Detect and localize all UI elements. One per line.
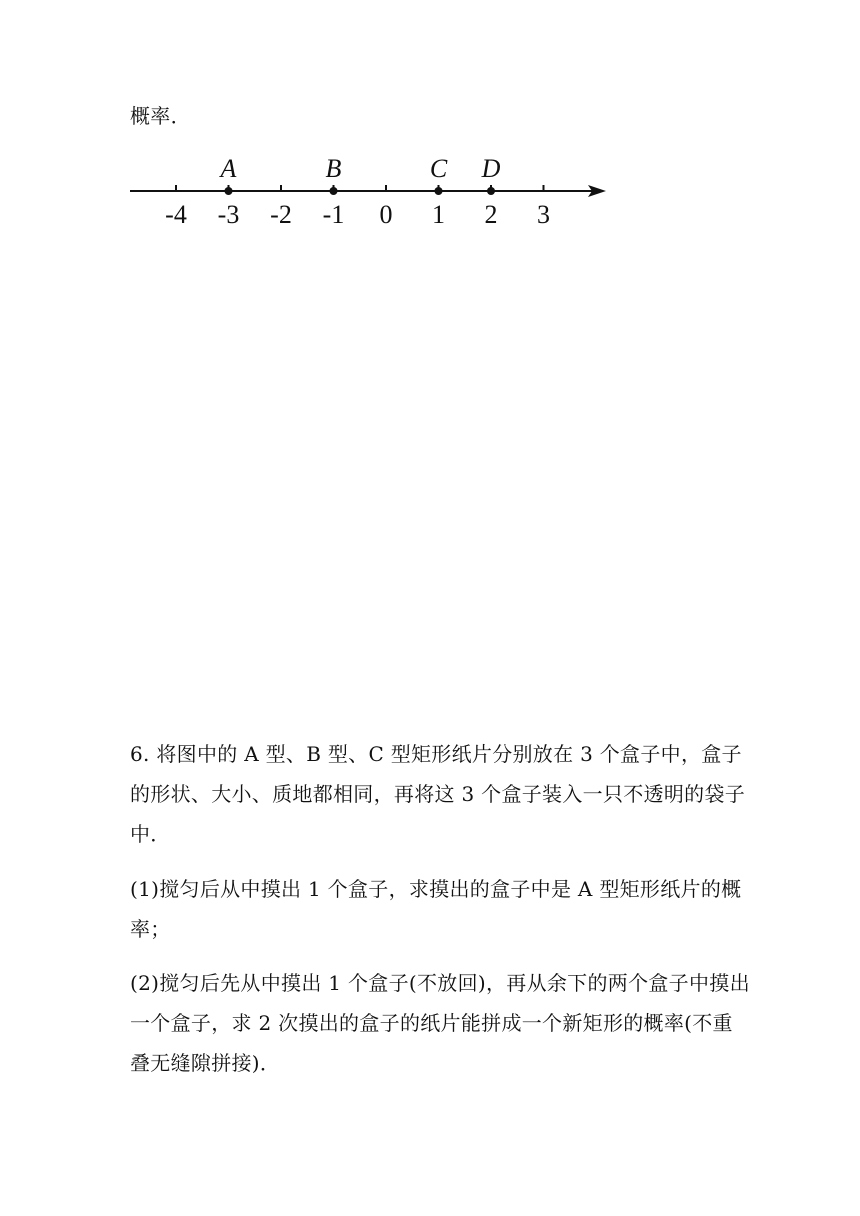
number-line-axis	[130, 185, 606, 197]
number-line-points	[219, 154, 501, 195]
problem-6-line-3: 中．	[130, 822, 171, 846]
problem-6-part-2-line-2: 一个盒子，求 2 次摸出的盒子的纸片能拼成一个新矩形的概率(不重	[130, 1011, 733, 1035]
point-c-dot	[435, 187, 443, 195]
tick-label: 3	[537, 200, 550, 229]
point-d-label: D	[481, 154, 501, 183]
problem-6-part-1-line-2: 率；	[130, 917, 171, 941]
point-c-label: C	[429, 154, 448, 183]
tick-label: -4	[165, 200, 187, 229]
problem-6-line-2: 的形状、大小、质地都相同，再将这 3 个盒子装入一只不透明的袋子	[130, 782, 746, 806]
tick-label: 0	[379, 200, 393, 229]
tick-label: 2	[484, 200, 498, 229]
problem-6-part-2-line-1: (2)搅匀后先从中摸出 1 个盒子(不放回)，再从余下的两个盒子中摸出	[130, 971, 750, 995]
previous-problem-ending: 概率．	[130, 104, 191, 128]
point-b-dot	[330, 187, 338, 195]
point-a-dot	[225, 187, 233, 195]
problem-6-line-1: 6. 将图中的 A 型、B 型、C 型矩形纸片分别放在 3 个盒子中，盒子	[130, 742, 742, 766]
tick-label: -2	[270, 200, 292, 229]
tick-label: 1	[432, 200, 445, 229]
point-a-label: A	[220, 154, 237, 183]
problem-6-part-1-line-1: (1)搅匀后从中摸出 1 个盒子，求摸出的盒子中是 A 型矩形纸片的概	[130, 877, 742, 901]
tick-label: -1	[322, 200, 345, 229]
problem-6-part-2-line-3: 叠无缝隙拼接)．	[130, 1051, 281, 1075]
point-b-label: B	[325, 154, 342, 183]
tick-label: -3	[217, 200, 240, 229]
number-line-figure	[120, 148, 620, 238]
point-d-dot	[487, 187, 495, 195]
